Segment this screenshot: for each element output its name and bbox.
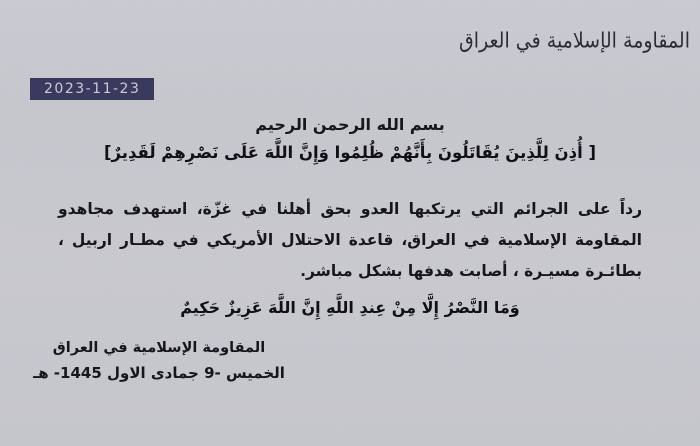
calligraphic-logo: المقاومة الإسلامية في العراق <box>459 28 690 54</box>
quran-verse-bottom: وَمَا النَّصْرُ إِلَّا مِنْ عِندِ اللَّهِ إِنَّ اللَّهَ عَزِيزٌ حَكِيمٌ <box>180 298 520 317</box>
signature-block <box>26 340 292 382</box>
bismillah-line: بسم الله الرحمن الرحيم <box>255 115 445 134</box>
date-badge: 2023-11-23 <box>30 78 154 100</box>
quran-verse-top: [ أُذِنَ لِلَّذِينَ يُقَاتَلُونَ بِأَنَّهُمْ ظُلِمُوا وَإِنَّ اللَّهَ عَلَى نَصْرِهِمْ لَقَدِيرٌ] <box>103 143 597 162</box>
hijri-date-line: الخميس -9 جمادى الاول 1445- هـ <box>33 364 285 382</box>
organization-name: المقاومة الإسلامية في العراق <box>52 340 266 356</box>
statement-body: رداً على الجرائم التي يرتكبها العدو بحق أهلنا في غزّة، استهدف مجاهدو المقاومة الإسلامية في العراق، قاعدة الاحتلال الأمريكي في مطـار اربيل ، بطائـرة مسيـرة ، أصابت هدفها بشكل مباشر. <box>58 200 642 280</box>
